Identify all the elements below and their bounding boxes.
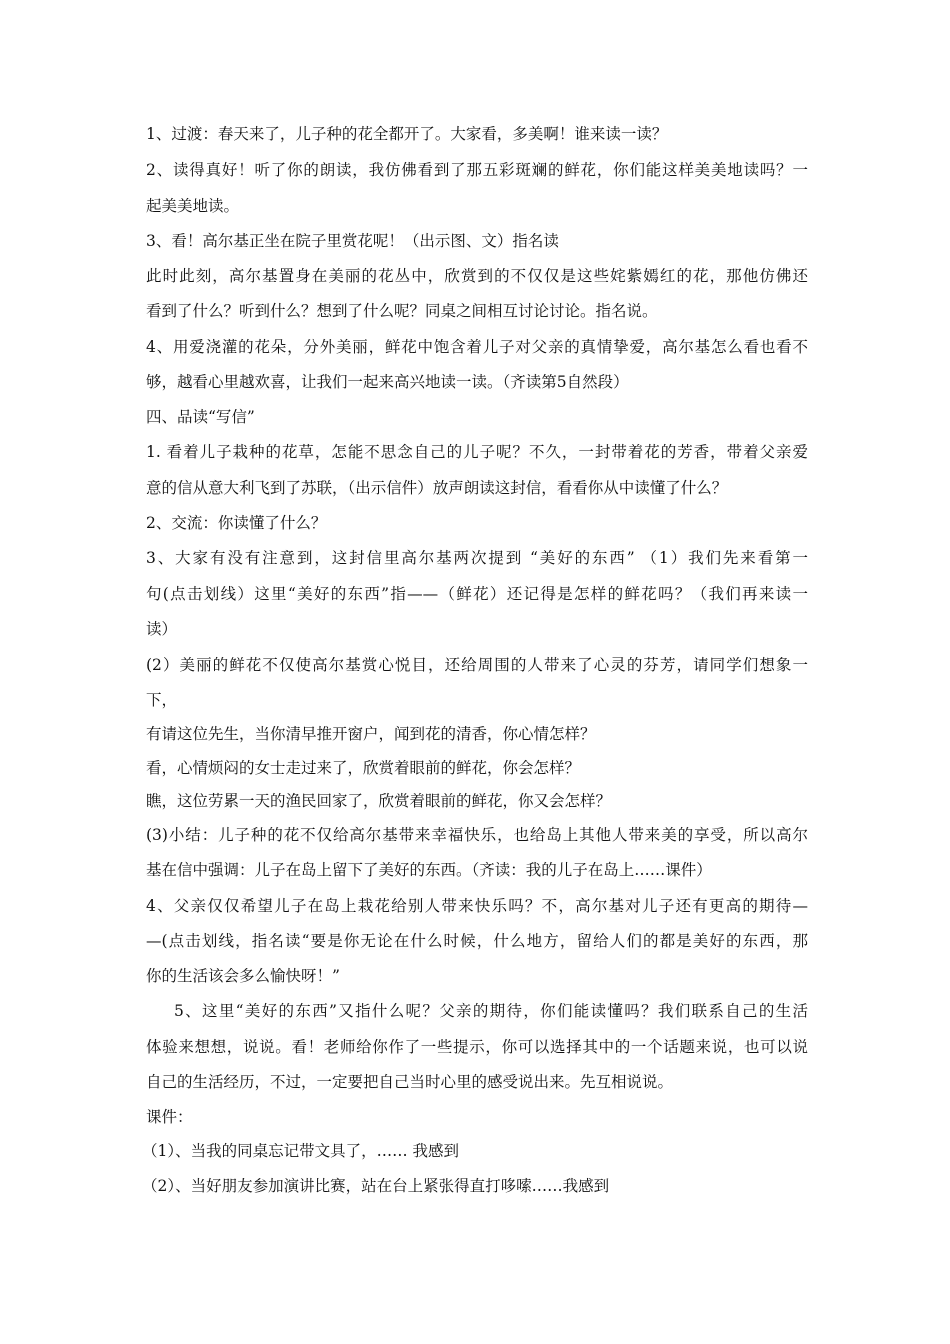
text-line: 基在信中强调：儿子在岛上留下了美好的东西。（齐读：我的儿子在岛上……课件） bbox=[146, 861, 712, 879]
text-line: 5、这里“美好的东西”又指什么呢？父亲的期待，你们能读懂吗？我们联系自己的生活 bbox=[174, 1002, 808, 1020]
text-line: 句(点击划线）这里“美好的东西”指——（鲜花）还记得是怎样的鲜花吗？（我们再来读一 bbox=[146, 585, 808, 603]
text-line: 看到了什么？听到什么？想到了什么呢？同桌之间相互讨论讨论。指名说。 bbox=[146, 302, 658, 320]
text-line: 有请这位先生，当你清早推开窗户，闻到花的清香，你心情怎样？ bbox=[146, 725, 596, 743]
text-line: 2、读得真好！听了你的朗读，我仿佛看到了那五彩斑斓的鲜花，你们能这样美美地读吗？一 bbox=[146, 161, 808, 179]
text-line: (3)小结：儿子种的花不仅给高尔基带来幸福快乐，也给岛上其他人带来美的享受，所以高尔 bbox=[146, 826, 808, 844]
list-item: （1）、当我的同桌忘记带文具了，…… 我感到 bbox=[142, 1142, 460, 1160]
text-line: 课件： bbox=[146, 1108, 193, 1126]
text-line: 起美美地读。 bbox=[146, 197, 240, 215]
text-line: 此时此刻，高尔基置身在美丽的花丛中，欣赏到的不仅仅是这些姹紫嫣红的花，那他仿佛还 bbox=[146, 267, 808, 285]
text-line: 瞧，这位劳累一天的渔民回家了，欣赏着眼前的鲜花，你又会怎样？ bbox=[146, 792, 612, 810]
text-line: —(点击划线，指名读“要是你无论在什么时候，什么地方，留给人们的都是美好的东西，那 bbox=[146, 932, 808, 950]
text-line: 读） bbox=[146, 620, 178, 638]
text-line: 体验来想想，说说。看！老师给你作了一些提示，你可以选择其中的一个话题来说，也可以说 bbox=[146, 1038, 808, 1056]
text-line: 看，心情烦闷的女士走过来了，欣赏着眼前的鲜花，你会怎样？ bbox=[146, 759, 581, 777]
text-line: 1. 看着儿子栽种的花草，怎能不思念自己的儿子呢？不久，一封带着花的芳香，带着父亲爱 bbox=[146, 443, 808, 461]
section-heading: 四、品读“写信” bbox=[146, 408, 255, 426]
text-line: 1、过渡：春天来了，儿子种的花全都开了。大家看，多美啊！谁来读一读？ bbox=[146, 125, 668, 143]
text-line: 2、交流：你读懂了什么？ bbox=[146, 514, 327, 532]
text-line: 你的生活该会多么愉快呀！” bbox=[146, 967, 340, 985]
text-line: 3、大家有没有注意到，这封信里高尔基两次提到 “美好的东西” （1）我们先来看第一 bbox=[146, 549, 808, 567]
text-line: 4、父亲仅仅希望儿子在岛上栽花给别人带来快乐吗？不，高尔基对儿子还有更高的期待— bbox=[146, 897, 808, 915]
text-line: 3、看！高尔基正坐在院子里赏花呢！（出示图、文）指名读 bbox=[146, 232, 559, 250]
text-line: 下， bbox=[146, 691, 178, 709]
list-item: （2）、当好朋友参加演讲比赛，站在台上紧张得直打哆嗦……我感到 bbox=[142, 1177, 610, 1195]
text-line: 意的信从意大利飞到了苏联，（出示信件）放声朗读这封信，看看你从中读懂了什么？ bbox=[146, 479, 728, 497]
text-line: 自己的生活经历，不过，一定要把自己当时心里的感受说出来。先互相说说。 bbox=[146, 1073, 674, 1091]
text-line: (2）美丽的鲜花不仅使高尔基赏心悦目，还给周围的人带来了心灵的芬芳，请同学们想象一 bbox=[146, 656, 808, 674]
text-line: 够，越看心里越欢喜，让我们一起来高兴地读一读。（齐读第5自然段） bbox=[146, 373, 629, 391]
text-line: 4、用爱浇灌的花朵，分外美丽，鲜花中饱含着儿子对父亲的真情挚爱，高尔基怎么看也看不 bbox=[146, 338, 808, 356]
